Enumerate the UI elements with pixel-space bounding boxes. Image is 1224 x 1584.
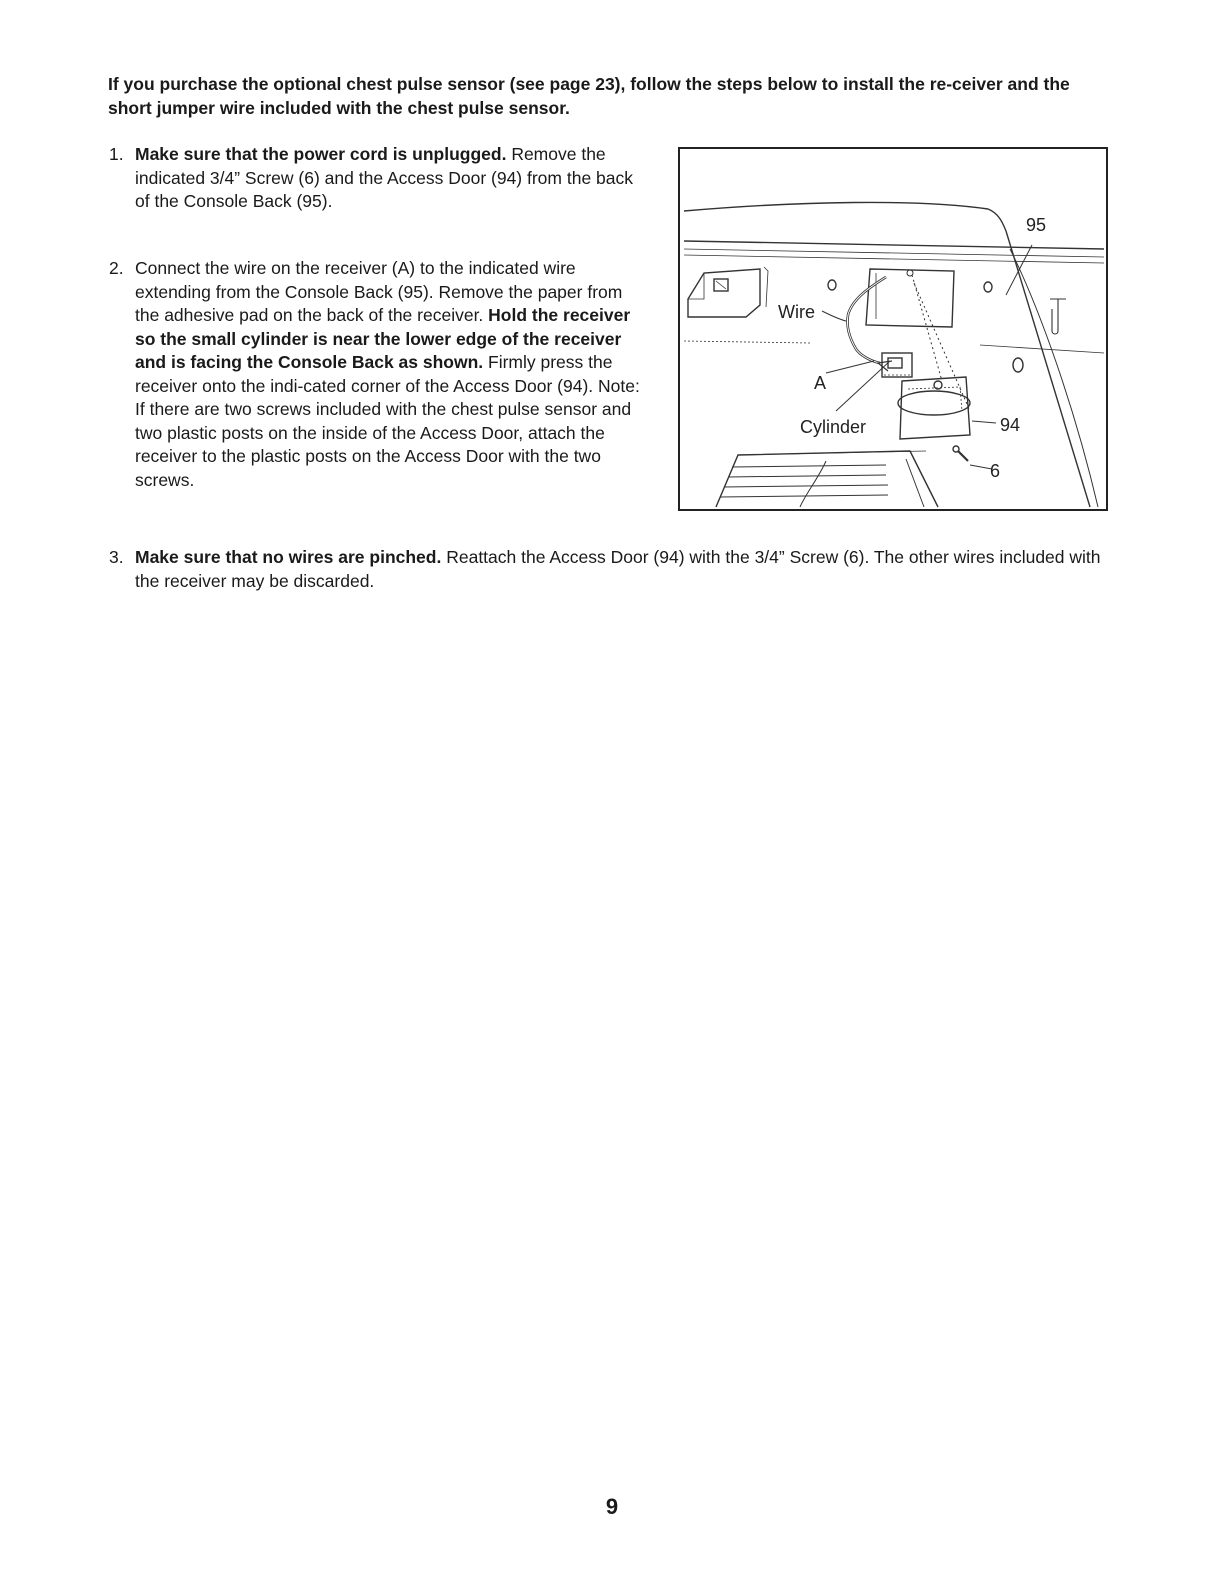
callout-console-back: 95 xyxy=(1026,215,1047,235)
step-body: Reattach the Access Door (94) with the 3/4” Screw (6). The other wires included with the receiver may be discarded. xyxy=(135,547,1101,591)
step-text xyxy=(135,257,649,492)
installation-figure xyxy=(678,147,1108,511)
callout-access-door: 94 xyxy=(1000,415,1021,435)
page-number: 9 xyxy=(605,1494,619,1519)
step-3 xyxy=(109,546,1119,593)
callout-screw: 6 xyxy=(990,461,1001,481)
step-body-a: Connect the wire on the receiver (A) to the indicated wire extending from the Console Back (95). Remove the paper from the adhesive pad on the back of the receiver. xyxy=(135,258,623,325)
step-2 xyxy=(109,257,649,492)
callout-wire: Wire xyxy=(778,302,815,322)
step-number: 1. xyxy=(109,144,124,164)
console-back-illustration xyxy=(680,149,1106,509)
step-text xyxy=(135,143,649,214)
step-number: 3. xyxy=(109,547,124,567)
step-1 xyxy=(109,143,649,214)
step-body-b: Firmly press the receiver onto the indi-cated corner of the Access Door (94). Note: If there are two screws included with the chest pulse sensor and two plastic posts on the inside of the Access Door, attach the receiver to the plastic posts on the Access Door with the two screws. xyxy=(135,352,640,490)
callout-receiver: A xyxy=(814,373,827,393)
callout-cylinder: Cylinder xyxy=(800,417,867,437)
step-bold-lead: Make sure that the power cord is unplugged. xyxy=(135,144,507,164)
step-number: 2. xyxy=(109,258,124,278)
intro-paragraph: If you purchase the optional chest pulse sensor (see page 23), follow the steps below to install the re-ceiver and the short jumper wire included with the chest pulse sensor. xyxy=(108,74,1070,118)
step-bold-instruction: Hold the receiver so the small cylinder is near the lower edge of the receiver and is facing the Console Back as shown. xyxy=(135,305,631,372)
step-bold-lead: Make sure that no wires are pinched. xyxy=(135,547,442,567)
step-body: Remove the indicated 3/4” Screw (6) and the Access Door (94) from the back of the Console Back (95). xyxy=(135,144,634,211)
step-text xyxy=(135,546,1119,593)
